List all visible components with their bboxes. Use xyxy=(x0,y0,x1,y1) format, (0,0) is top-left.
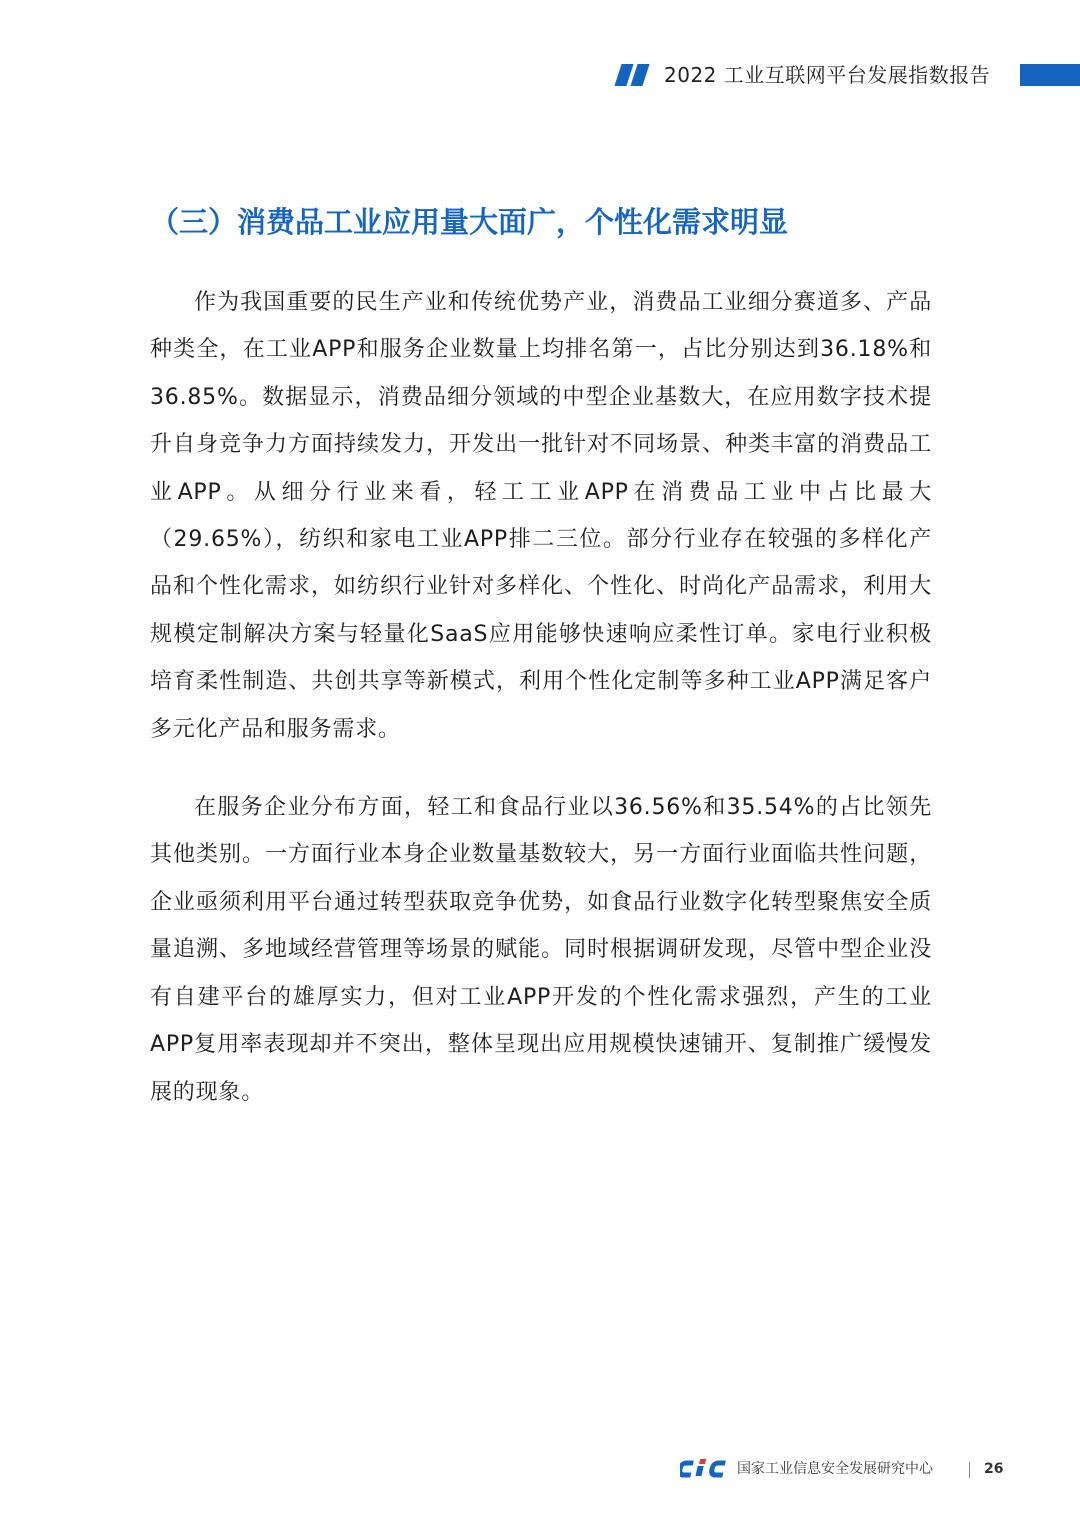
page-footer xyxy=(680,1454,1010,1484)
header-accent-bar xyxy=(1020,64,1080,86)
page-number: 26 xyxy=(984,1461,1004,1477)
footer-divider xyxy=(969,1462,970,1478)
body-content xyxy=(150,279,932,1116)
cic-logo-icon xyxy=(680,1455,730,1483)
organization-name: 国家工业信息安全发展研究中心 xyxy=(737,1461,933,1477)
section-title: （三）消费品工业应用量大面广，个性化需求明显 xyxy=(150,205,789,239)
paragraph-1: 作为我国重要的民生产业和传统优势产业，消费品工业细分赛道多、产品种类全，在工业APP和服务企业数量上均排名第一，占比分别达到36.18%和36.85%。数据显示，消费品细分领域的中型企业基数大，在应用数字技术提升自身竞争力方面持续发力，开发出一批针对不同场景、种类丰富的消费品工业APP。从细分行业来看，轻工工业APP在消费品工业中占比最大（29.65%），纺织和家电工业APP排二三位。部分行业存在较强的多样化产品和个性化需求，如纺织行业针对多样化、个性化、时尚化产品需求，利用大规模定制解决方案与轻量化SaaS应用能够快速响应柔性订单。家电行业积极培育柔性制造、共创共享等新模式，利用个性化定制等多种工业APP满足客户多元化产品和服务需求。 xyxy=(150,290,932,742)
report-title: 2022 工业互联网平台发展指数报告 xyxy=(664,63,991,87)
paragraph-2: 在服务企业分布方面，轻工和食品行业以36.56%和35.54%的占比领先其他类别。一方面行业本身企业数量基数较大，另一方面行业面临共性问题，企业亟须利用平台通过转型获取竞争优势，如食品行业数字化转型聚焦安全质量追溯、多地域经营管理等场景的赋能。同时根据调研发现，尽管中型企业没有自建平台的雄厚实力，但对工业APP开发的个性化需求强烈，产生的工业APP复用率表现却并不突出，整体呈现出应用规模快速铺开、复制推广缓慢发展的现象。 xyxy=(150,795,932,1105)
header-slash-mark xyxy=(614,64,650,86)
